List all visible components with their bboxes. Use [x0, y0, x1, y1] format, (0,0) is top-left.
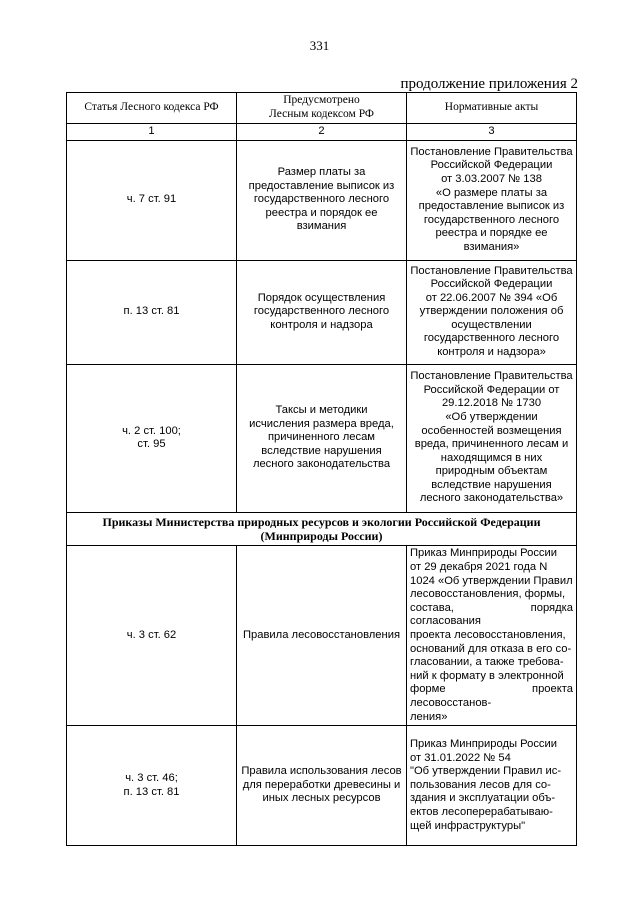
acts-cell: Приказ Минприроды России от 31.01.2022 № 54 "Об утверждении Правил ис- пользования лесов для со- здания и эксплуатации объ- ектов лесоперерабатываю- щей инфраструктуры" [407, 726, 577, 846]
provided-cell: Размер платы за предоставление выписок из государственного лесного реестра и порядок ее взимания [237, 140, 407, 260]
section-header-row [67, 512, 577, 546]
acts-table [66, 92, 577, 846]
acts-cell: Приказ Минприроды России от 29 декабря 2021 года N 1024 «Об утверждении Правил лесовосстановления, формы, состава, порядка согласования проекта лесовосстановления, оснований для отказа в его со- гласовании, а также требова- ний к формату в электронной форме проекта лесовосстанов- ления» [407, 546, 577, 726]
article-cell: ч. 2 ст. 100; ст. 95 [67, 364, 237, 512]
table-row [67, 260, 577, 364]
acts-cell: Постановление Правительства Российской Федерации от 22.06.2007 № 394 «Об утверждении положения об осуществлении государственного лесного контроля и надзора» [407, 260, 577, 364]
acts-cell: Постановление Правительства Российской Федерации от 29.12.2018 № 1730 «Об утверждении особенностей возмещения вреда, причиненного лесам и находящимся в них природным объектам вследствие нарушения лесного законодательства» [407, 364, 577, 512]
column-number: 3 [407, 124, 577, 141]
column-number: 2 [237, 124, 407, 141]
provided-cell: Правила лесовосстановления [237, 546, 407, 726]
table-row [67, 140, 577, 260]
header-acts: Нормативные акты [407, 93, 577, 124]
article-cell: п. 13 ст. 81 [67, 260, 237, 364]
article-cell: ч. 3 ст. 62 [67, 546, 237, 726]
article-cell: ч. 7 ст. 91 [67, 140, 237, 260]
column-number: 1 [67, 124, 237, 141]
page-number: 331 [309, 38, 330, 53]
table-row [67, 364, 577, 512]
provided-cell: Правила использования лесов для переработки древесины и иных лесных ресурсов [237, 726, 407, 846]
table-row [67, 546, 577, 726]
table-header-row [67, 93, 577, 124]
continuation-label: продолжение приложения 2 [400, 76, 578, 92]
column-number-row [67, 124, 577, 141]
table-row [67, 726, 577, 846]
provided-cell: Порядок осуществления государственного лесного контроля и надзора [237, 260, 407, 364]
acts-cell: Постановление Правительства Российской Федерации от 3.03.2007 № 138 «О размере платы за предоставление выписок из государственного лесного реестра и порядке ее взимания» [407, 140, 577, 260]
header-provided: Предусмотрено Лесным кодексом РФ [237, 93, 407, 124]
section-title: Приказы Министерства природных ресурсов и экологии Российской Федерации (Минприроды России) [67, 512, 577, 546]
header-article: Статья Лесного кодекса РФ [67, 93, 237, 124]
article-cell: ч. 3 ст. 46; п. 13 ст. 81 [67, 726, 237, 846]
provided-cell: Таксы и методики исчисления размера вреда, причиненного лесам вследствие нарушения лесного законодательства [237, 364, 407, 512]
